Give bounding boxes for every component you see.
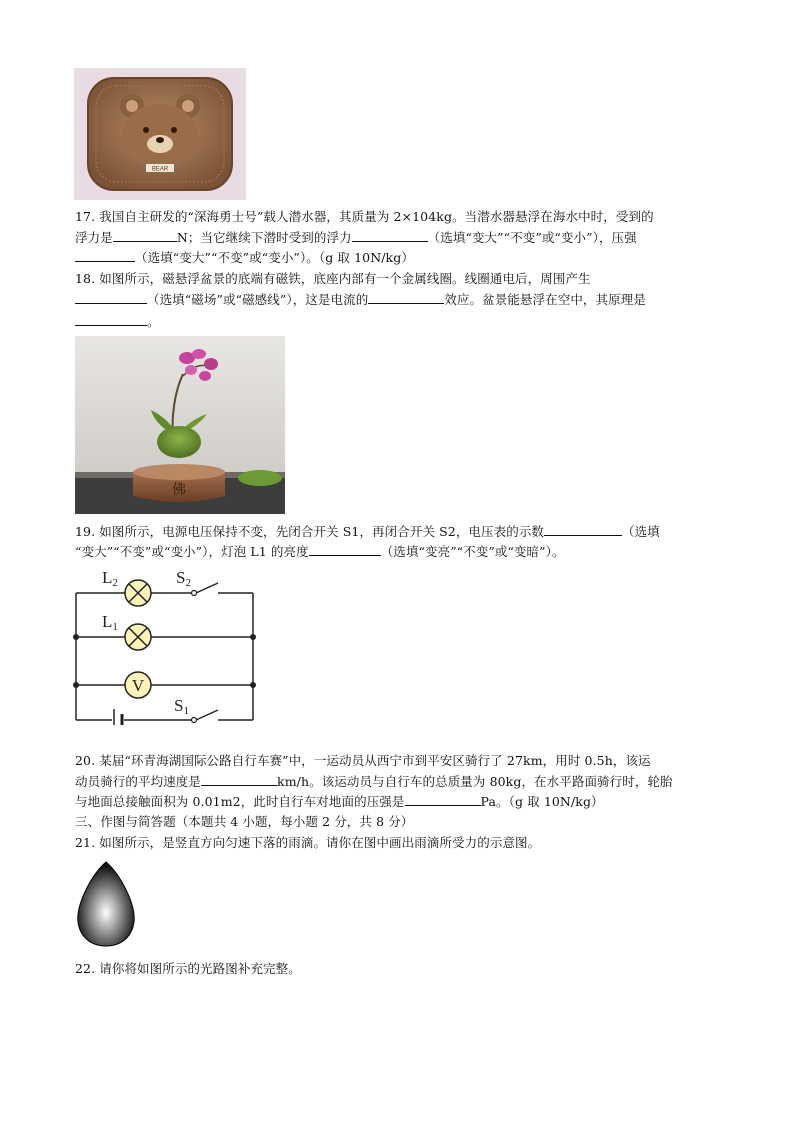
q17-line3: （选填“变大”“不变”或“变小”）。（g 取 10N/kg）: [75, 248, 414, 267]
voltmeter: [125, 672, 151, 698]
q22-text: 22. 请你将如图所示的光路图补充完整。: [75, 961, 301, 976]
q20-line3: 与地面总接触面积为 0.01m2，此时自行车对地面的压强是 Pa。（g 取 10N/kg）: [75, 794, 604, 809]
label-s2: S2: [176, 568, 191, 589]
label-s1: S1: [174, 696, 189, 717]
label-l2: L2: [102, 568, 118, 589]
q20-line1: 20. 某届“环青海湖国际公路自行车赛”中，一运动员从西宁市到平安区骑行了 27km，用时 0.5h，该运: [75, 753, 651, 768]
q19-line2: “变大”“不变”或“变小”），灯泡 L1 的亮度 （选填“变亮”“不变”或“变暗”）。: [75, 544, 565, 559]
lamp-l2: [125, 580, 151, 606]
q19-blank-voltmeter[interactable]: [544, 522, 622, 536]
svg-text:V: V: [131, 676, 145, 695]
section-3-heading: 三、作图与简答题（本题共 4 小题，每小题 2 分，共 8 分）: [75, 814, 414, 829]
bag-label: BEAR: [151, 166, 169, 173]
q20-blank-pressure[interactable]: [405, 792, 481, 806]
q18-blank-principle[interactable]: [75, 312, 147, 326]
battery: [114, 709, 122, 725]
base-character: 佛: [172, 482, 186, 498]
circuit-diagram: [68, 565, 263, 725]
q18-line3: 。: [75, 312, 160, 331]
q20-line2: 动员骑行的平均速度是 km/h。该运动员与自行车的总质量为 80kg，在水平路面骑行时，轮胎: [75, 774, 673, 789]
q19-line1: 19. 如图所示，电源电压保持不变，先闭合开关 S1，再闭合开关 S2，电压表的示数 （选填: [75, 524, 660, 539]
q18-line1: 18. 如图所示，磁悬浮盆景的底端有磁铁，底座内部有一个金属线圈。线圈通电后，周围产生: [75, 271, 591, 286]
lamp-l1: [125, 624, 151, 650]
q18-blank-effect[interactable]: [368, 290, 444, 304]
q17-line2: 浮力是 N；当它继续下潜时受到的浮力 （选填“变大”“不变”或“变小”），压强: [75, 230, 637, 245]
q17-blank-buoyancy-change[interactable]: [352, 228, 428, 242]
raindrop-figure: [74, 860, 138, 948]
q18-line2: （选填“磁场”或“磁感线”），这是电流的 效应。盆景能悬浮在空中，其原理是: [75, 290, 646, 309]
q17-line1: 17. 我国自主研发的“深海勇士号”载人潜水器，其质量为 2×104kg。当潜水器悬浮在海水中时，受到的: [75, 209, 654, 224]
q17-blank-pressure[interactable]: [75, 248, 135, 262]
label-l1: L1: [102, 612, 118, 633]
maglev-bonsai-figure: [75, 336, 285, 514]
q21-text: 21. 如图所示，是竖直方向匀速下落的雨滴。请你在图中画出雨滴所受力的示意图。: [75, 835, 541, 850]
bear-bag-figure: [74, 68, 246, 200]
q20-blank-speed[interactable]: [201, 772, 277, 786]
q19-blank-brightness[interactable]: [309, 542, 381, 556]
q18-blank-field[interactable]: [75, 290, 147, 304]
q17-blank-buoyancy[interactable]: [113, 228, 177, 242]
